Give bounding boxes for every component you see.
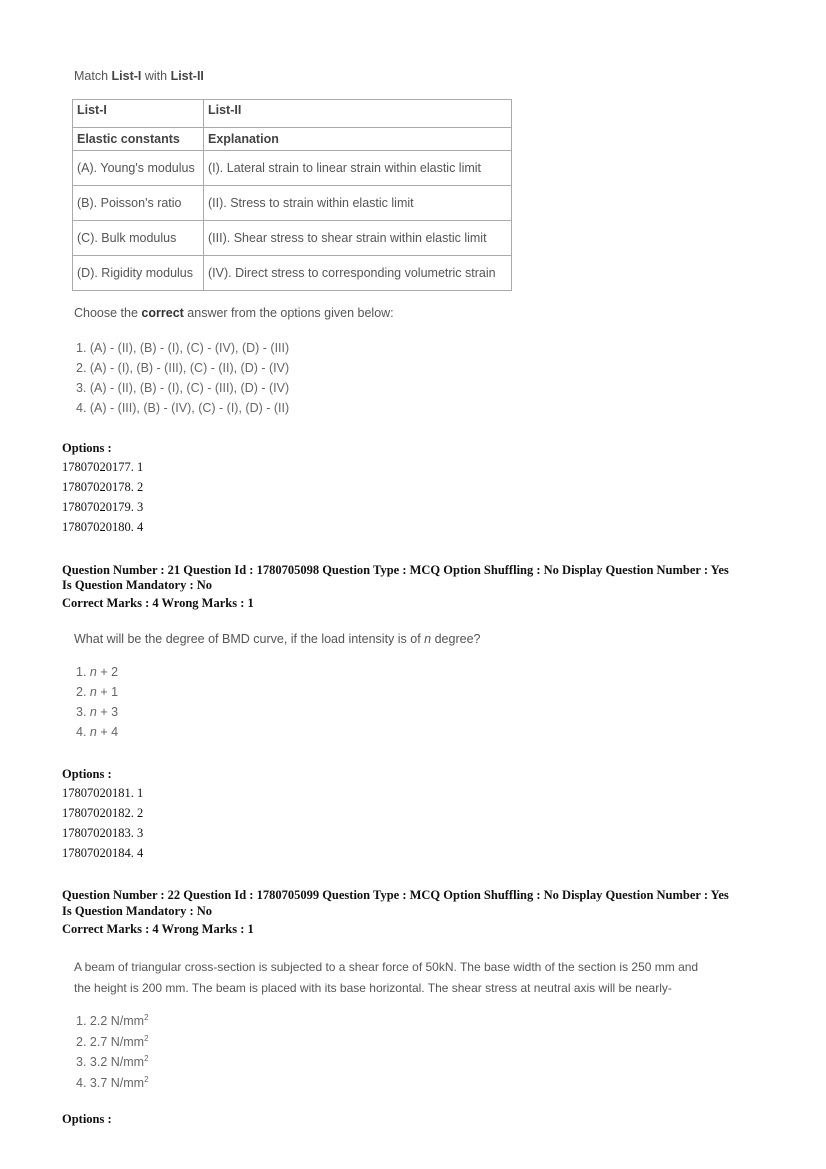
choice-item: 2. n + 1 <box>76 685 119 699</box>
q20-options-label: Options : <box>62 441 112 455</box>
choice-item: 4. n + 4 <box>76 725 119 739</box>
table-cell: (III). Shear stress to shear strain within elastic limit <box>204 221 512 256</box>
table-cell: (B). Poisson's ratio <box>73 186 204 221</box>
option-id: 17807020177. 1 <box>62 460 144 474</box>
option-id: 17807020181. 1 <box>62 786 144 800</box>
match-table <box>72 99 512 291</box>
choice-item: 1. n + 2 <box>76 665 119 679</box>
option-id: 17807020179. 3 <box>62 500 144 514</box>
table-header-row <box>73 100 512 128</box>
q20-intro: Match List-I with List-II <box>74 69 204 83</box>
table-cell: Explanation <box>204 128 512 151</box>
q22-meta-line: Question Number : 22 Question Id : 1780705099 Question Type : MCQ Option Shuffling : No Display Question Number : Yes <box>62 888 729 902</box>
option-id: 17807020180. 4 <box>62 520 144 534</box>
q20-choose-instruction: Choose the correct answer from the options given below: <box>74 306 394 320</box>
table-cell: (I). Lateral strain to linear strain within elastic limit <box>204 151 512 186</box>
choice-item: 3. (A) - (II), (B) - (I), (C) - (III), (D) - (IV) <box>76 381 290 395</box>
choice-item: 2. 2.7 $N/mm^2$ <box>76 1033 149 1049</box>
table-cell: (D). Rigidity modulus <box>73 256 204 291</box>
q21-question-text: What will be the degree of BMD curve, if the load intensity is of n degree? <box>74 632 481 646</box>
option-id: 17807020182. 2 <box>62 806 144 820</box>
table-subheader-row <box>73 128 512 151</box>
q21-choice-list <box>76 662 118 742</box>
table-cell: (C). Bulk modulus <box>73 221 204 256</box>
q21-marks-line: Correct Marks : 4 Wrong Marks : 1 <box>62 596 254 610</box>
q22-question-text: A beam of triangular cross-section is subjected to a shear force of 50kN. The base width of the section is 250 mm and the height is 200 mm. The beam is placed with its base horizontal. The shear stress at neutral axis will be nearly- <box>74 960 699 995</box>
q21-options-label: Options : <box>62 767 112 781</box>
choice-item: 4. (A) - (III), (B) - (IV), (C) - (I), (D) - (II) <box>76 401 290 415</box>
choice-item: 3. 3.2 $N/mm^2$ <box>76 1054 149 1070</box>
option-id: 17807020183. 3 <box>62 826 144 840</box>
choice-item: 2. (A) - (I), (B) - (III), (C) - (II), (D) - (IV) <box>76 361 290 375</box>
table-cell: (IV). Direct stress to corresponding volumetric strain <box>204 256 512 291</box>
q21-mandatory-line: Is Question Mandatory : No <box>62 578 213 592</box>
table-cell: (A). Young's modulus <box>73 151 204 186</box>
table-cell: Elastic constants <box>73 128 204 151</box>
q22-mandatory-line: Is Question Mandatory : No <box>62 904 213 918</box>
q22-options-label: Options : <box>62 1112 112 1126</box>
table-row <box>73 221 512 256</box>
q22-marks-line: Correct Marks : 4 Wrong Marks : 1 <box>62 922 254 936</box>
table-row <box>73 256 512 291</box>
choice-item: 1. (A) - (II), (B) - (I), (C) - (IV), (D) - (III) <box>76 341 290 355</box>
q20-choice-list <box>76 338 289 418</box>
table-cell: List-II <box>204 100 512 128</box>
choice-item: 3. n + 3 <box>76 705 119 719</box>
option-id: 17807020184. 4 <box>62 846 144 860</box>
choice-item: 4. 3.7 $N/mm^2$ <box>76 1074 149 1090</box>
table-cell: List-I <box>73 100 204 128</box>
table-cell: (II). Stress to strain within elastic limit <box>204 186 512 221</box>
option-id: 17807020178. 2 <box>62 480 144 494</box>
q22-choice-list <box>76 1008 149 1090</box>
table-row <box>73 186 512 221</box>
choice-item: 1. 2.2 $N/mm^2$ <box>76 1013 149 1029</box>
table-row <box>73 151 512 186</box>
q21-meta-line: Question Number : 21 Question Id : 1780705098 Question Type : MCQ Option Shuffling : No Display Question Number : Yes <box>62 563 729 577</box>
